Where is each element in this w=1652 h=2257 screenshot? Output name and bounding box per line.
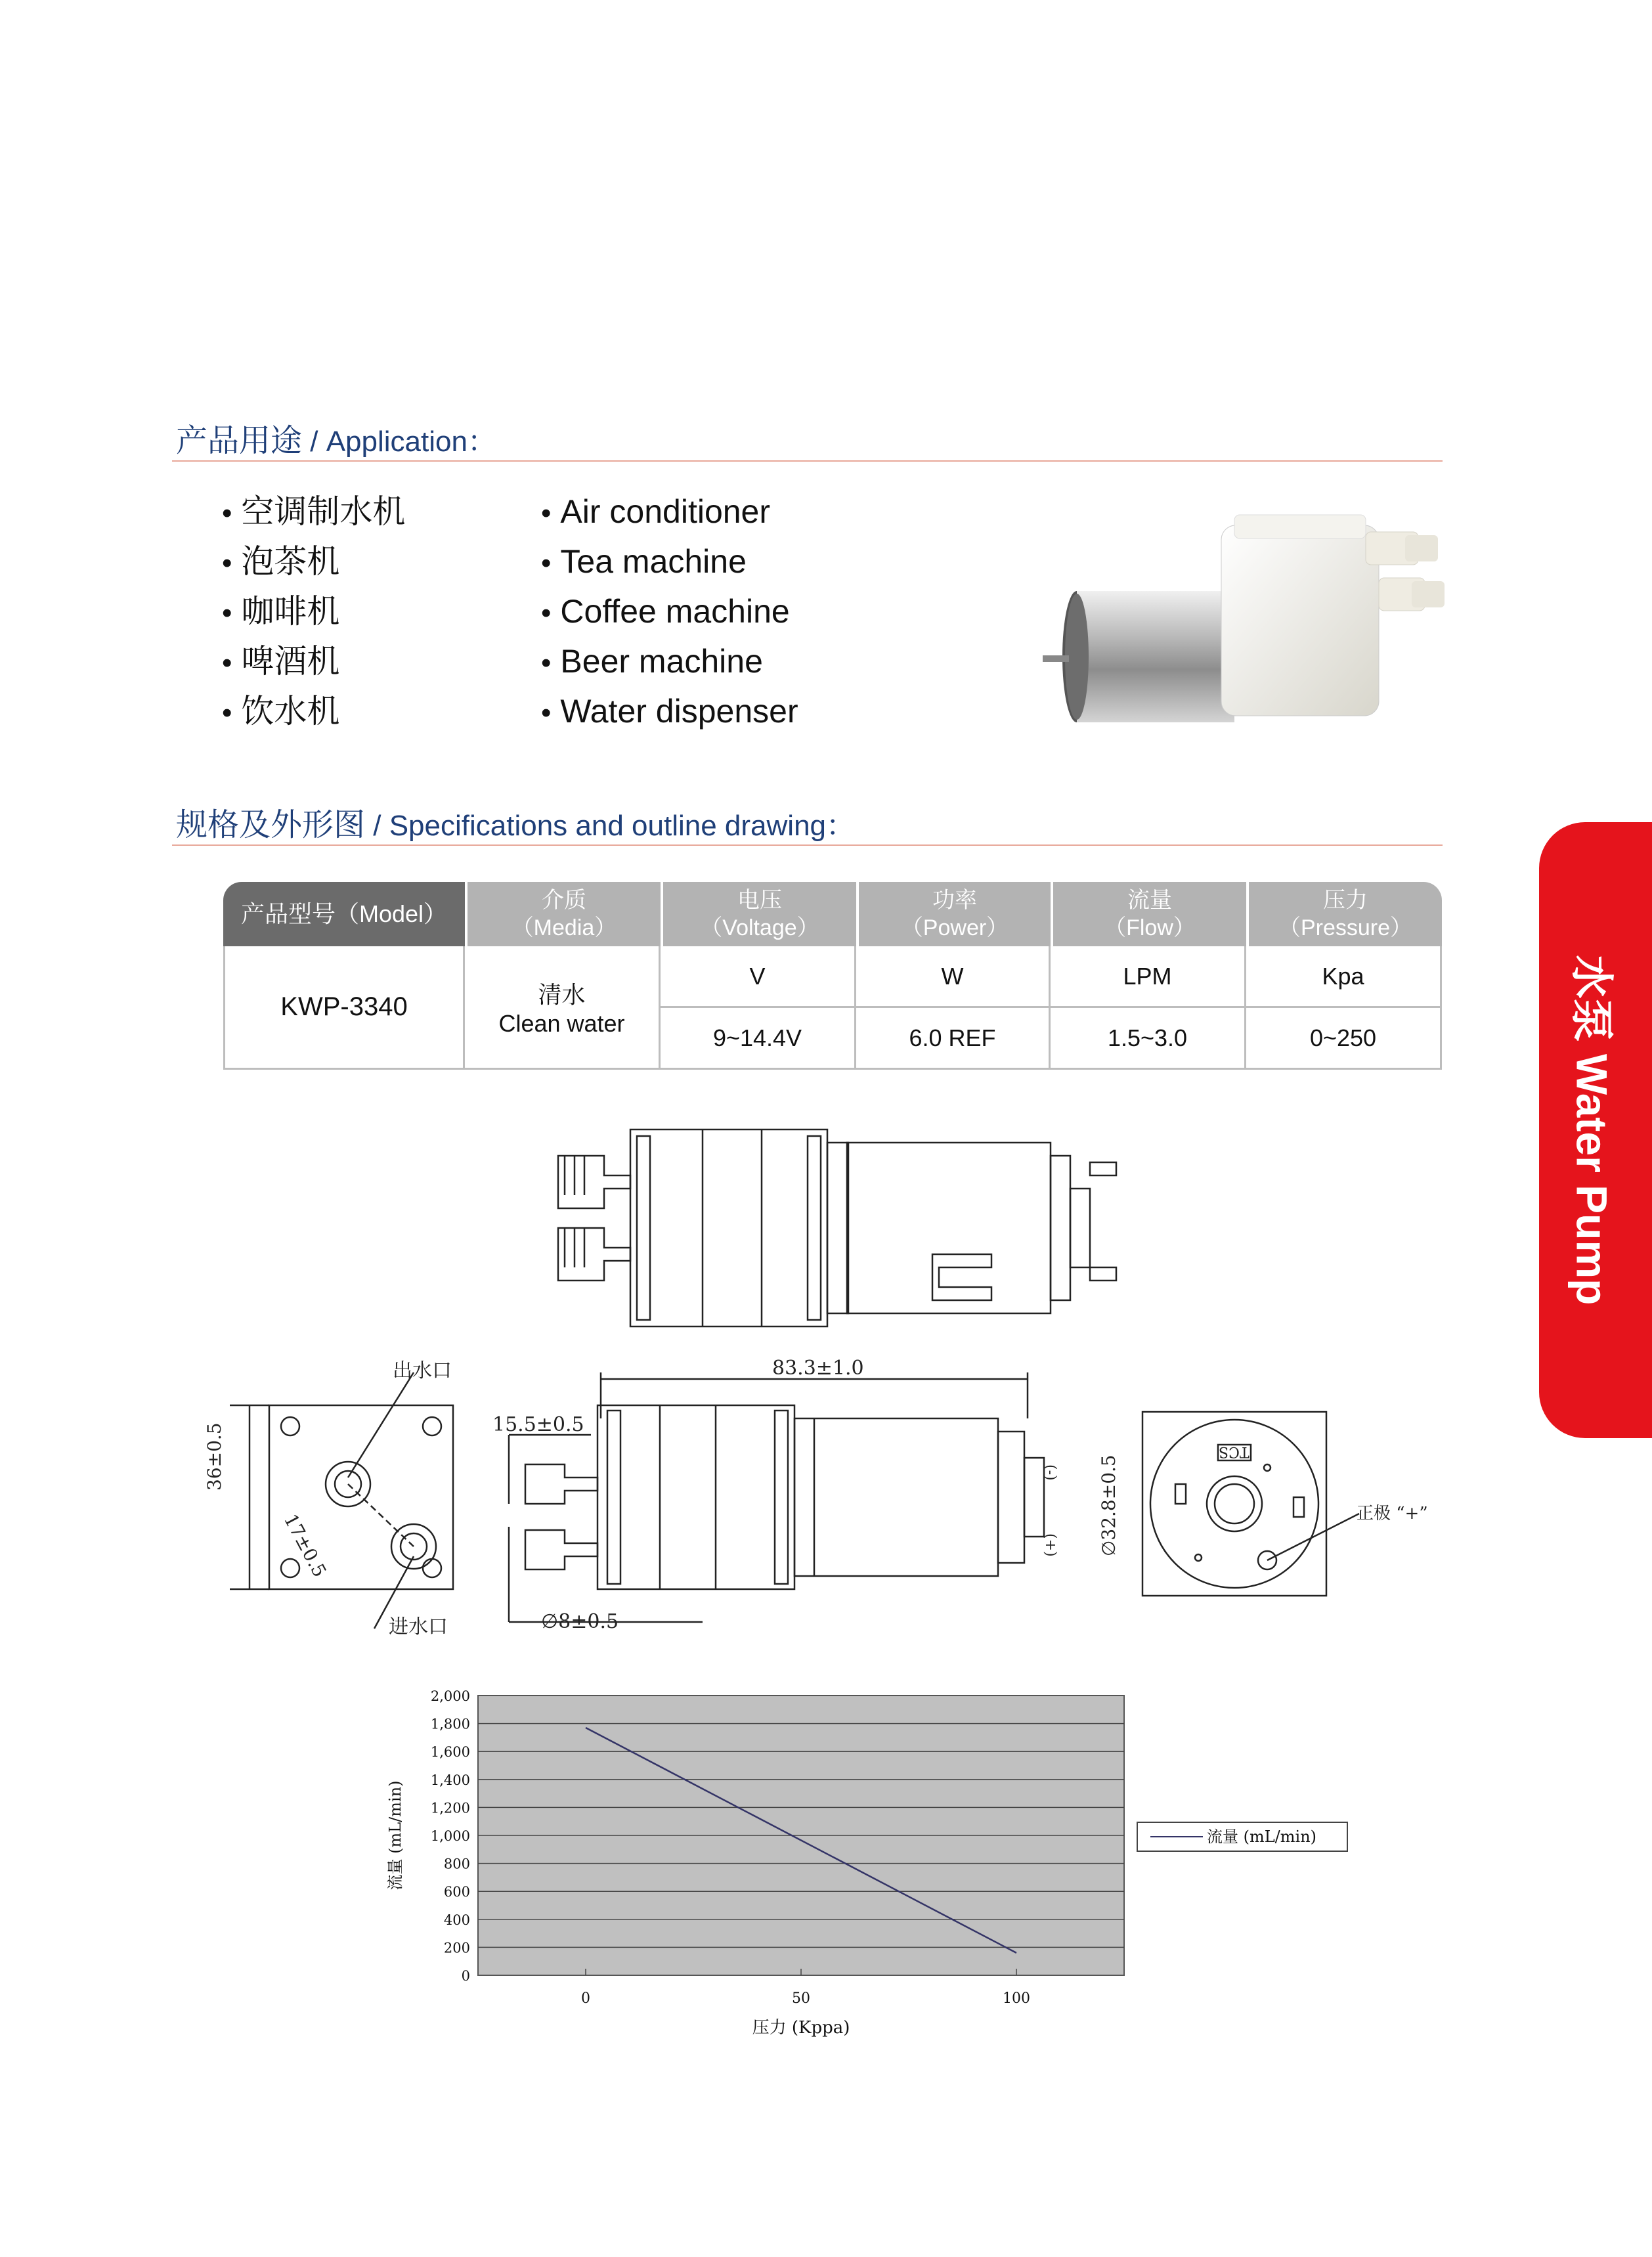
value-cell: 6.0 REF bbox=[856, 1008, 1051, 1070]
header-sublabel: （Media） bbox=[511, 915, 617, 940]
list-item: • 饮水机 bbox=[222, 686, 405, 736]
offset-dimension: 15.5±0.5 bbox=[492, 1413, 584, 1436]
y-axis-label: 流量 (mL/min) bbox=[386, 1780, 404, 1891]
y-tick-label: 1,800 bbox=[430, 1716, 470, 1732]
y-tick-label: 1,600 bbox=[430, 1744, 470, 1761]
legend-label: 流量 (mL/min) bbox=[1207, 1828, 1317, 1846]
header-media bbox=[465, 882, 661, 946]
side-tab-label: 水泵 Water Pump bbox=[1567, 955, 1617, 1305]
y-tick-label: 800 bbox=[443, 1856, 470, 1872]
inlet-label: 进水口 bbox=[389, 1615, 448, 1638]
outlet-label: 出水口 bbox=[393, 1359, 452, 1382]
height-dimension: 36±0.5 bbox=[204, 1422, 225, 1491]
header-model bbox=[223, 882, 465, 946]
y-tick-label: 1,200 bbox=[430, 1800, 470, 1816]
header-sublabel: （Voltage） bbox=[700, 915, 819, 940]
pump-end-view-drawing bbox=[1136, 1405, 1333, 1602]
y-tick-label: 2,000 bbox=[430, 1688, 470, 1704]
specs-title-sep: / bbox=[365, 810, 389, 842]
header-label: 产品型号（Model） bbox=[240, 900, 448, 927]
minus-mark: (-) bbox=[1042, 1464, 1058, 1481]
unit-cell: V bbox=[661, 946, 856, 1008]
list-item: • Beer machine bbox=[541, 636, 798, 686]
plus-mark: (+) bbox=[1042, 1533, 1058, 1557]
value-cell: 1.5~3.0 bbox=[1051, 1008, 1246, 1070]
header-sublabel: （Pressure） bbox=[1278, 915, 1413, 940]
x-tick-label: 50 bbox=[792, 1990, 810, 2007]
header-label: 功率 bbox=[932, 888, 977, 913]
header-label: 介质 bbox=[542, 888, 586, 913]
unit-cell: LPM bbox=[1051, 946, 1246, 1008]
header-label: 流量 bbox=[1127, 888, 1172, 913]
list-item: • 空调制水机 bbox=[222, 487, 405, 537]
header-pressure bbox=[1246, 882, 1442, 946]
positive-terminal-label: 正极 “+” bbox=[1357, 1504, 1428, 1523]
unit-cell: Kpa bbox=[1246, 946, 1442, 1008]
specs-rule bbox=[172, 844, 1443, 846]
motor-diameter-dimension: ∅32.8±0.5 bbox=[1098, 1455, 1119, 1556]
table-row bbox=[223, 946, 1442, 1008]
flow-pressure-chart bbox=[368, 1681, 1353, 2049]
y-tick-label: 400 bbox=[443, 1912, 470, 1928]
application-title-cn: 产品用途 bbox=[176, 424, 303, 458]
header-sublabel: （Power） bbox=[900, 915, 1009, 940]
y-tick-label: 1,400 bbox=[430, 1772, 470, 1788]
brand-mark: TCS bbox=[1219, 1443, 1250, 1460]
x-axis-label: 压力 (Kppa) bbox=[752, 2018, 850, 2038]
header-voltage bbox=[661, 882, 856, 946]
pump-front-view-drawing bbox=[217, 1353, 532, 1642]
application-title-en: Application： bbox=[326, 426, 496, 458]
port-diameter-dimension: ∅8±0.5 bbox=[541, 1610, 619, 1633]
media-en: Clean water bbox=[498, 1010, 625, 1037]
list-item: • Water dispenser bbox=[541, 686, 798, 736]
pump-side-view-drawing bbox=[499, 1366, 1123, 1642]
x-tick-label: 100 bbox=[1003, 1990, 1030, 2007]
spec-table bbox=[223, 882, 1442, 1070]
application-list-en bbox=[541, 487, 798, 736]
pump-top-view-drawing bbox=[545, 1116, 1136, 1326]
header-sublabel: （Flow） bbox=[1104, 915, 1196, 940]
y-tick-label: 600 bbox=[443, 1884, 470, 1900]
list-item: • 咖啡机 bbox=[222, 586, 405, 636]
length-dimension: 83.3±1.0 bbox=[772, 1357, 864, 1380]
unit-cell: W bbox=[856, 946, 1051, 1008]
x-tick-label: 0 bbox=[581, 1990, 590, 2007]
port-spacing-dimension: 17±0.5 bbox=[279, 1510, 331, 1581]
y-tick-label: 200 bbox=[443, 1940, 470, 1956]
media-cn: 清水 bbox=[538, 981, 586, 1008]
specs-heading bbox=[176, 799, 855, 844]
header-label: 电压 bbox=[737, 888, 782, 913]
table-header-row bbox=[223, 882, 1442, 946]
header-flow bbox=[1051, 882, 1246, 946]
list-item: • Air conditioner bbox=[541, 487, 798, 537]
application-title-sep: / bbox=[302, 426, 326, 458]
application-rule bbox=[172, 460, 1443, 462]
value-cell: 0~250 bbox=[1246, 1008, 1442, 1070]
list-item: • 啤酒机 bbox=[222, 636, 405, 686]
side-tab bbox=[1539, 822, 1652, 1438]
list-item: • 泡茶机 bbox=[222, 537, 405, 586]
y-tick-label: 0 bbox=[461, 1968, 470, 1984]
header-power bbox=[856, 882, 1051, 946]
y-tick-label: 1,000 bbox=[430, 1828, 470, 1844]
pump-product-image bbox=[1037, 499, 1464, 735]
application-heading bbox=[176, 415, 496, 460]
specs-title-cn: 规格及外形图 bbox=[176, 808, 366, 843]
list-item: • Tea machine bbox=[541, 537, 798, 586]
media-cell bbox=[465, 946, 661, 1070]
value-cell: 9~14.4V bbox=[661, 1008, 856, 1070]
list-item: • Coffee machine bbox=[541, 586, 798, 636]
model-cell: KWP-3340 bbox=[223, 946, 465, 1070]
header-label: 压力 bbox=[1323, 888, 1368, 913]
application-list-cn bbox=[222, 487, 405, 736]
specs-title-en: Specifications and outline drawing： bbox=[389, 810, 856, 842]
